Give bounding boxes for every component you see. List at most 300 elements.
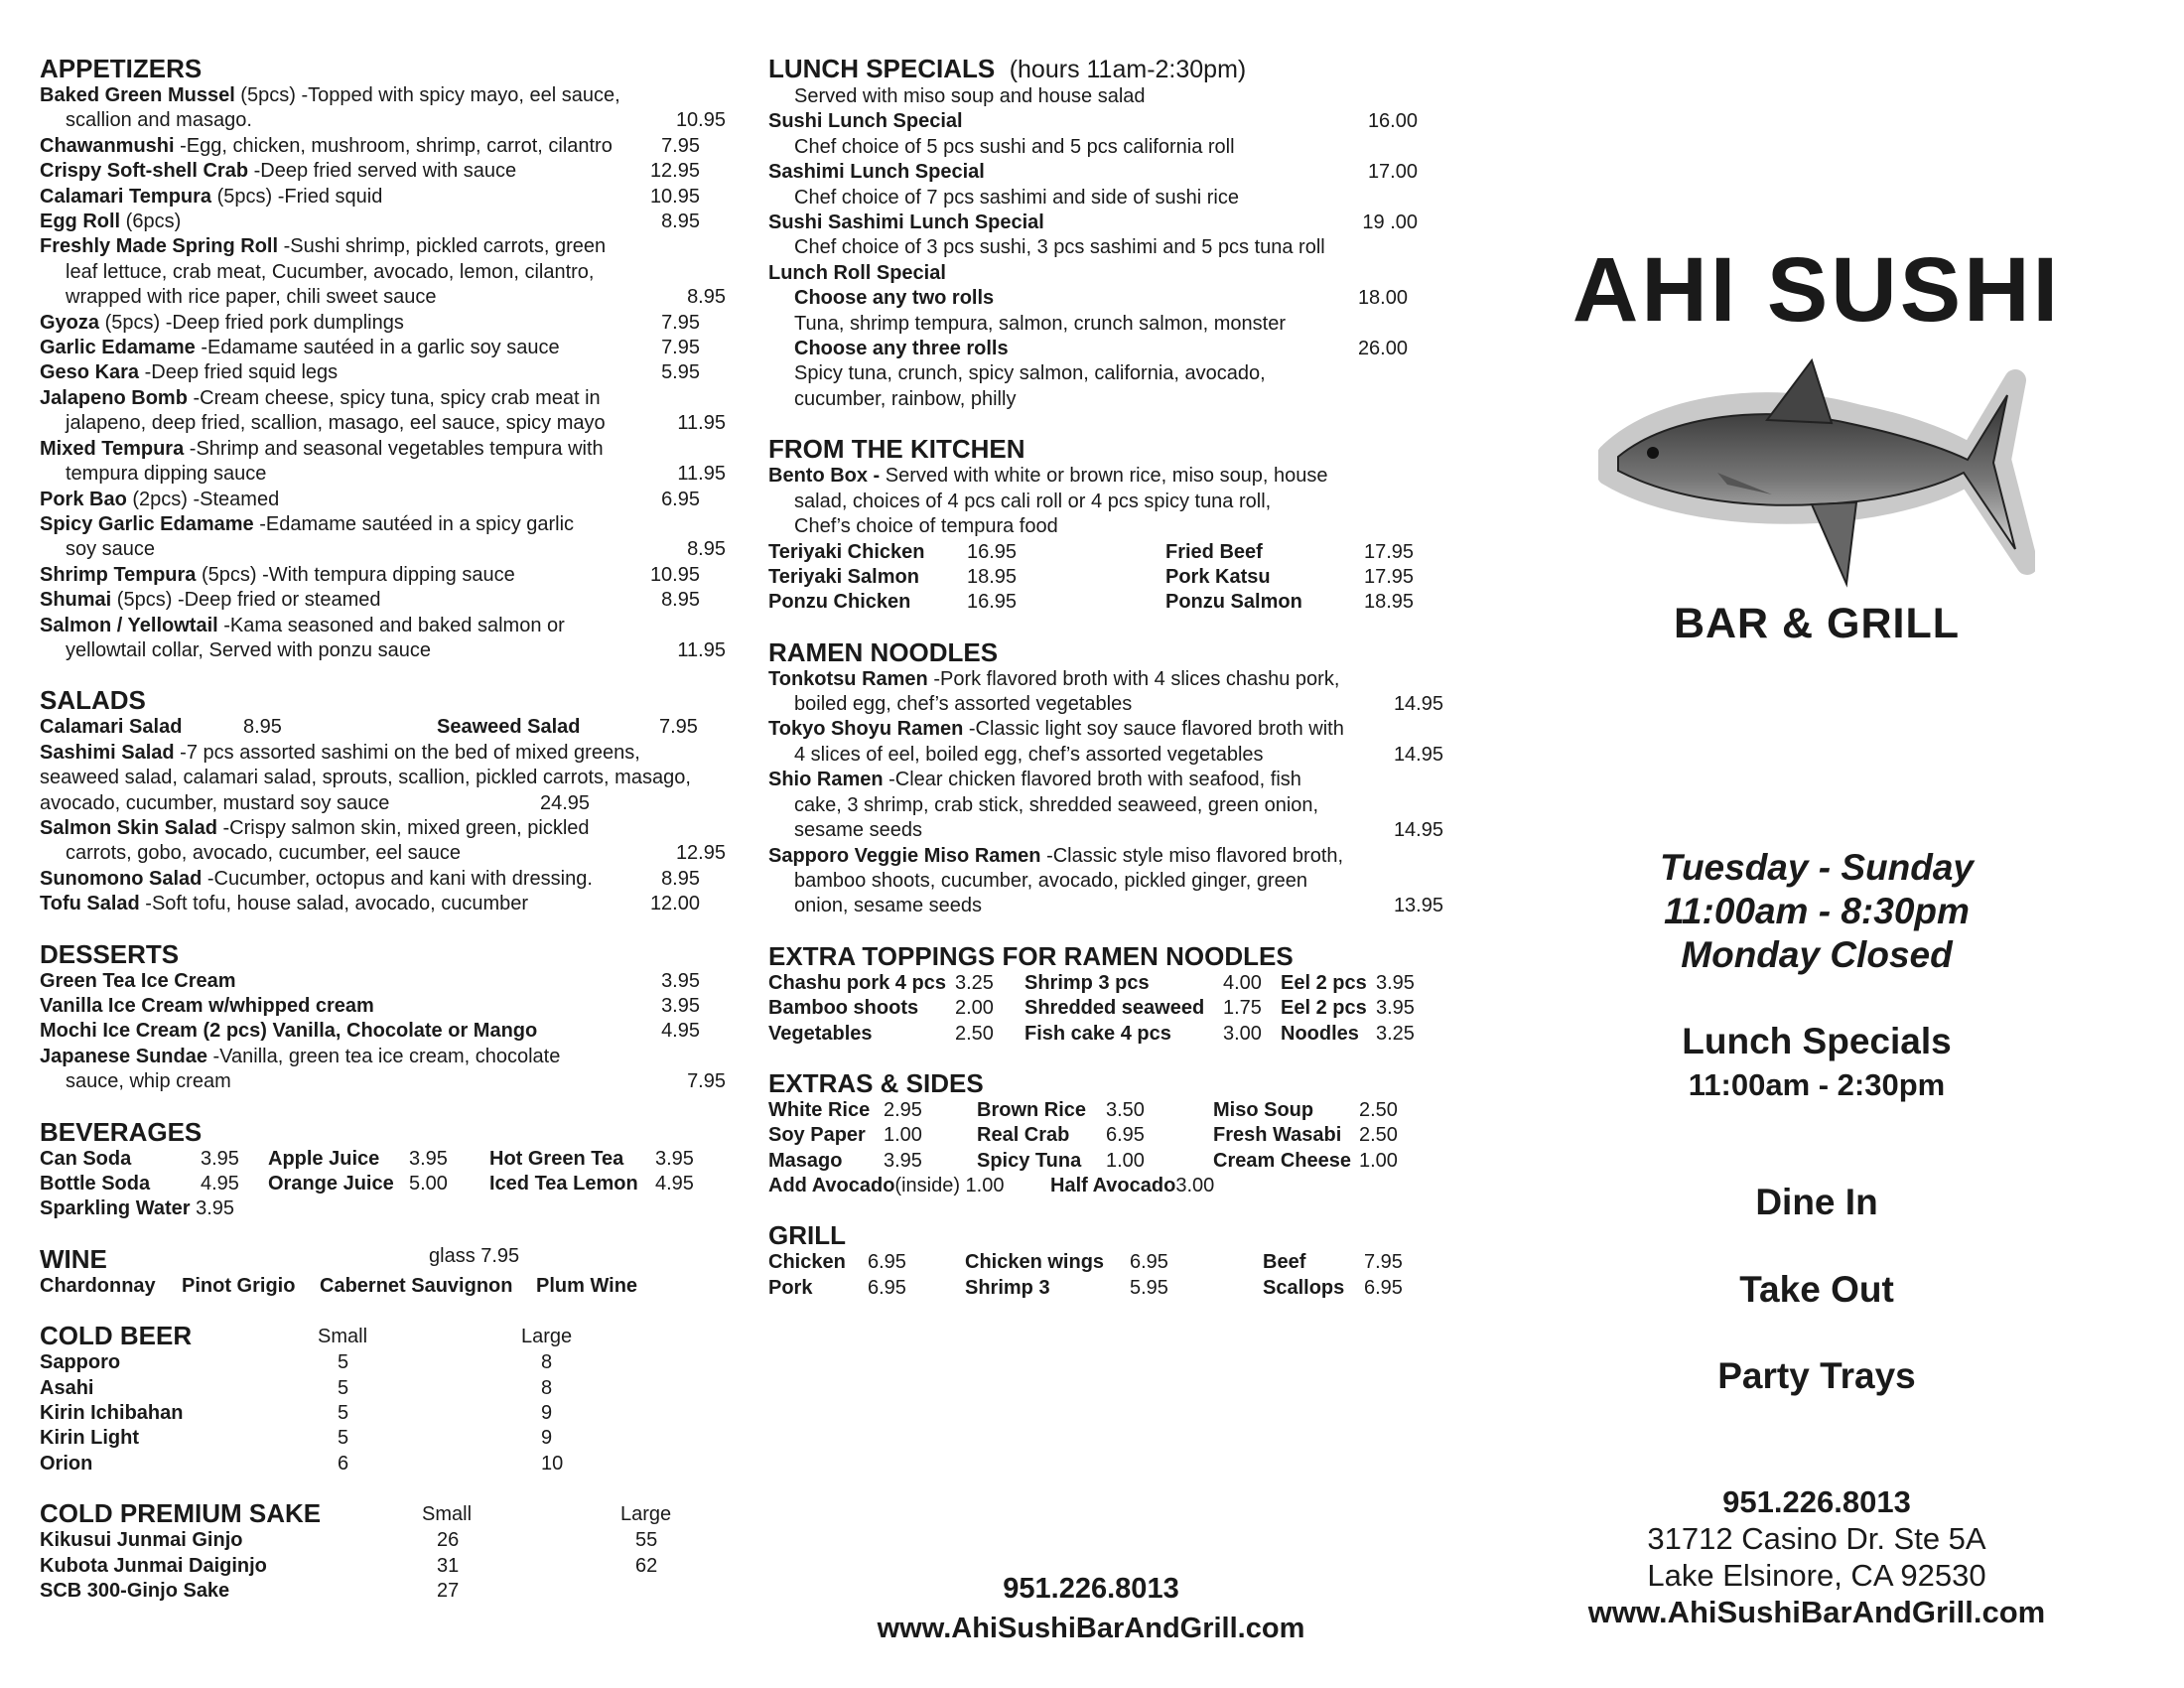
menu-item-name: Pork Bao: [40, 488, 127, 510]
menu-item-name: Tonkotsu Ramen: [768, 667, 928, 690]
menu-item-desc: onion, sesame seeds: [794, 895, 983, 917]
menu-item-desc: 4 slices of eel, boiled egg, chef’s assorted vegetables: [794, 743, 1264, 766]
bento-name: Bento Box -: [768, 465, 881, 488]
wine-header: [40, 1244, 725, 1274]
sashimi-salad-line3: [40, 791, 725, 816]
salads-list: [40, 816, 725, 917]
lunch-item-name: Sushi Lunch Special: [768, 110, 963, 133]
menu-item-name: Crispy Soft-shell Crab: [40, 160, 249, 183]
menu-item-portion: (2pcs): [126, 488, 194, 510]
sashimi-salad-desc: -7 pcs assorted sashimi on the bed of mixed greens,: [174, 741, 640, 764]
sashimi-salad-name: Sashimi Salad: [40, 741, 175, 764]
service-take-out: Take Out: [1739, 1269, 1894, 1310]
menu-item-price: 3.50: [1106, 1098, 1145, 1121]
calamari-salad-price: 8.95: [243, 716, 282, 739]
ramen-list: [768, 667, 1443, 919]
brand-website[interactable]: www.AhiSushiBarAndGrill.com: [1587, 1595, 2046, 1629]
menu-item-name: Apple Juice: [268, 1147, 380, 1170]
footer-website[interactable]: www.AhiSushiBarAndGrill.com: [877, 1613, 1305, 1644]
menu-item-desc: soy sauce: [66, 538, 156, 561]
menu-item-desc: -Egg, chicken, mushroom, shrimp, carrot, cilantro: [180, 134, 613, 157]
lunch-title: LUNCH SPECIALS: [768, 54, 996, 83]
menu-item-name: Brown Rice: [977, 1098, 1087, 1121]
appetizers-heading: APPETIZERS: [40, 54, 203, 83]
menu-grid-row: [768, 1123, 1433, 1148]
lunch-list: [768, 109, 1433, 260]
menu-item-name: Bottle Soda: [40, 1173, 151, 1195]
menu-item-line: [40, 588, 700, 613]
menu-item-desc: -Clear chicken flavored broth with seafood, fish: [883, 769, 1301, 791]
menu-grid-row: [40, 1147, 725, 1172]
menu-item-desc: -Crispy salmon skin, mixed green, pickled: [216, 816, 590, 839]
menu-item-desc: -Deep fried served with sauce: [253, 160, 517, 183]
menu-item-price: 1.00: [1359, 1149, 1398, 1172]
toppings-list: [768, 971, 1433, 1047]
menu-item-name: Scallops: [1263, 1276, 1345, 1299]
middle-menu-column: [768, 54, 1443, 1323]
kitchen-section: [768, 434, 1433, 615]
lunch-item-name: Sushi Sashimi Lunch Special: [768, 211, 1044, 234]
menu-item-line: [40, 512, 700, 537]
menu-item-price: 62: [635, 1554, 658, 1577]
beverages-section: [40, 1117, 725, 1222]
menu-item-name: Sunomono Salad: [40, 867, 203, 890]
menu-item-name: Orange Juice: [268, 1173, 394, 1195]
menu-item-line: [40, 185, 700, 210]
menu-item-name: Fried Beef: [1165, 540, 1263, 563]
menu-item-price: 5: [338, 1427, 349, 1450]
roll-three-line: [768, 337, 1408, 361]
menu-item-price: 3.95: [201, 1147, 239, 1170]
calamari-salad-name: Calamari Salad: [40, 716, 183, 739]
menu-item-portion: (5pcs): [99, 311, 166, 334]
menu-item-line: [40, 488, 700, 512]
lunch-item-desc: Chef choice of 7 pcs sashimi and side of sushi rice: [794, 186, 1239, 209]
menu-item-name: Shumai: [40, 589, 112, 612]
menu-item-portion: (5pcs): [234, 84, 302, 106]
menu-item-price: 14.95: [1393, 819, 1443, 842]
menu-grid-row: [40, 1579, 725, 1604]
menu-item-price: 3.95: [409, 1147, 448, 1170]
menu-item-name: Pork: [768, 1276, 813, 1299]
menu-item-name: Kubota Junmai Daiginjo: [40, 1554, 267, 1577]
menu-item-desc: yellowtail collar, Served with ponzu sauce: [66, 638, 431, 661]
menu-item-name: Chawanmushi: [40, 134, 175, 157]
sparkling-water-line: [40, 1196, 725, 1221]
extras-heading: EXTRAS & SIDES: [768, 1067, 984, 1098]
menu-item-price: 4.95: [661, 1020, 700, 1043]
seaweed-salad-price: 7.95: [659, 716, 698, 739]
lunch-item-desc: Chef choice of 3 pcs sushi, 3 pcs sashimi and 5 pcs tuna roll: [794, 236, 1325, 259]
menu-item-price: 2.00: [955, 997, 994, 1020]
restaurant-name: AHI SUSHI: [1571, 239, 2062, 341]
menu-item-desc: -With tempura dipping sauce: [262, 563, 515, 586]
menu-item-name: Vegetables: [768, 1022, 873, 1045]
menu-item-line: [40, 816, 700, 841]
lunch-item-line: [768, 160, 1418, 185]
menu-item-price: 9: [541, 1427, 553, 1450]
appetizers-list: [40, 83, 725, 663]
footer-phone: 951.226.8013: [1003, 1573, 1179, 1605]
lunch-heading: [768, 54, 1433, 84]
menu-item-name: Beef: [1263, 1251, 1306, 1274]
menu-item-line: [40, 411, 726, 436]
menu-item-line: [40, 892, 700, 916]
wine-type: Cabernet Sauvignon: [320, 1274, 513, 1297]
menu-item-name: Real Crab: [977, 1124, 1070, 1147]
menu-item-desc: -Classic style miso flavored broth,: [1040, 844, 1344, 867]
menu-grid-row: [40, 1554, 725, 1579]
beverages-list: [40, 1147, 725, 1197]
menu-item-desc: -Shrimp and seasonal vegetables tempura with: [189, 437, 604, 460]
menu-item-name: Shrimp 3 pcs: [1024, 971, 1150, 994]
menu-item-line: [768, 793, 1443, 818]
menu-item-line: [40, 867, 700, 892]
menu-item-price: 12.00: [649, 893, 700, 915]
menu-item-line: [40, 437, 700, 462]
menu-grid-row: [40, 1172, 725, 1196]
sake-small-label: Small: [422, 1503, 473, 1526]
sparkling-water-price: 3.95: [196, 1197, 235, 1220]
sashimi-salad-line2: [40, 766, 725, 790]
menu-item-desc: -Deep fried or steamed: [177, 589, 381, 612]
menu-item-name: Mochi Ice Cream (2 pcs) Vanilla, Chocolate or Mango: [40, 1020, 538, 1043]
menu-item-name: Egg Roll: [40, 211, 121, 233]
menu-item-desc: -Cream cheese, spicy tuna, spicy crab meat in: [193, 386, 601, 409]
menu-item-desc: -Classic light soy sauce flavored broth with: [963, 718, 1344, 741]
menu-item-desc: sauce, whip cream: [66, 1070, 231, 1093]
menu-item-name: Fish cake 4 pcs: [1024, 1022, 1171, 1045]
lunch-item-name: Sashimi Lunch Special: [768, 161, 985, 184]
menu-item-price: 3.25: [1376, 1022, 1415, 1045]
menu-item-name: Gyoza: [40, 311, 100, 334]
menu-item-price: 4.95: [201, 1173, 239, 1195]
menu-item-name: Calamari Tempura: [40, 185, 212, 208]
menu-item-desc: -Topped with spicy mayo, eel sauce,: [301, 84, 620, 106]
menu-item-name: Pork Katsu: [1165, 565, 1271, 588]
lunch-item-price: 17.00: [1367, 161, 1418, 184]
menu-item-price: 5.95: [1130, 1276, 1168, 1299]
left-menu-column: [40, 54, 725, 1625]
roll-two-price: 18.00: [1357, 287, 1408, 310]
bento-desc2: salad, choices of 4 pcs cali roll or 4 pcs spicy tuna roll,: [794, 490, 1272, 512]
ramen-heading: RAMEN NOODLES: [768, 636, 999, 667]
menu-item-price: 8: [541, 1376, 553, 1399]
menu-item-line: [768, 667, 1418, 692]
menu-item-price: 5.00: [409, 1173, 448, 1195]
tuna-fish-logo: [1598, 346, 2035, 594]
menu-item-name: Teriyaki Chicken: [768, 540, 925, 563]
menu-item-price: 6.95: [1130, 1251, 1168, 1274]
sake-header: [40, 1498, 725, 1528]
menu-item-desc: -Pork flavored broth with 4 slices chashu pork,: [927, 667, 1340, 690]
menu-item-line: [40, 614, 700, 638]
menu-item-line: [40, 386, 700, 411]
lunch-hours: (hours 11am-2:30pm): [1009, 56, 1247, 83]
desserts-list: [40, 969, 725, 1095]
menu-item-price: 2.50: [1359, 1098, 1398, 1121]
menu-item-price: 6: [338, 1452, 349, 1475]
menu-item-name: Miso Soup: [1213, 1098, 1314, 1121]
opening-hours: [1449, 846, 2184, 977]
wine-types: [40, 1274, 725, 1299]
extras-section: [768, 1068, 1433, 1199]
menu-item-price: 17.95: [1364, 565, 1415, 588]
menu-item-price: 12.95: [649, 160, 700, 183]
menu-item-price: 6.95: [868, 1276, 906, 1299]
roll-three-desc2: cucumber, rainbow, philly: [794, 387, 1017, 410]
menu-item-name: Tokyo Shoyu Ramen: [768, 718, 964, 741]
menu-item-name: Eel 2 pcs: [1281, 971, 1367, 994]
menu-item-price: 2.50: [1359, 1124, 1398, 1147]
menu-item-price: 6.95: [868, 1251, 906, 1274]
menu-item-price: 5: [338, 1401, 349, 1424]
menu-item-name: Vanilla Ice Cream w/whipped cream: [40, 994, 374, 1017]
menu-item-name: Jalapeno Bomb: [40, 386, 188, 409]
menu-item-name: Iced Tea Lemon: [489, 1173, 638, 1195]
menu-item-line: [40, 234, 700, 259]
menu-item-line: [40, 311, 700, 336]
add-avocado-note: (inside) 1.00: [894, 1175, 1005, 1197]
half-avocado-name: Half Avocado: [1050, 1175, 1176, 1197]
menu-item-price: 7.95: [1364, 1251, 1403, 1274]
menu-item-name: Kikusui Junmai Ginjo: [40, 1529, 243, 1552]
menu-item-line: [40, 360, 700, 385]
menu-item-desc: -Edamame sautéed in a garlic soy sauce: [201, 337, 560, 359]
menu-item-desc: scallion and masago.: [66, 109, 252, 132]
menu-item-desc: bamboo shoots, cucumber, avocado, pickled ginger, green: [794, 869, 1307, 892]
menu-item-price: 3.95: [661, 969, 700, 992]
menu-item-price: 6.95: [1106, 1124, 1145, 1147]
menu-item-price: 7.95: [661, 337, 700, 359]
menu-item-name: Mixed Tempura: [40, 437, 185, 460]
menu-grid-row: [768, 1276, 1433, 1301]
menu-item-name: SCB 300-Ginjo Sake: [40, 1579, 230, 1602]
menu-grid-row: [768, 540, 1433, 565]
beer-small-label: Small: [318, 1326, 368, 1348]
menu-item-price: 7.95: [661, 134, 700, 157]
service-dine-in: Dine In: [1755, 1182, 1878, 1222]
menu-item-line: [40, 210, 700, 234]
ramen-section: [768, 636, 1443, 919]
menu-item-price: 4.95: [655, 1173, 694, 1195]
menu-grid-row: [768, 1149, 1433, 1174]
menu-item-name: Shio Ramen: [768, 769, 884, 791]
menu-item-name: Asahi: [40, 1376, 94, 1399]
menu-item-name: Japanese Sundae: [40, 1045, 207, 1067]
menu-item-name: White Rice: [768, 1098, 871, 1121]
menu-item-line: [40, 537, 726, 562]
menu-item-price: 11.95: [677, 412, 726, 435]
menu-item-name: Cream Cheese: [1213, 1149, 1351, 1172]
toppings-heading: EXTRA TOPPINGS FOR RAMEN NOODLES: [768, 940, 1294, 971]
menu-item-desc: -Kama seasoned and baked salmon or: [223, 614, 565, 636]
lunch-note: Served with miso soup and house salad: [794, 85, 1146, 107]
menu-item-price: 8.95: [661, 589, 700, 612]
menu-item-price: 3.25: [955, 971, 994, 994]
menu-item-line: [40, 285, 726, 310]
sashimi-salad-desc3: avocado, cucumber, mustard soy sauce: [40, 791, 390, 814]
menu-item-name: Masago: [768, 1149, 843, 1172]
menu-item-name: Kirin Light: [40, 1427, 139, 1450]
wine-type: Plum Wine: [536, 1274, 638, 1297]
menu-grid-row: [768, 996, 1433, 1021]
menu-item-line: [40, 841, 726, 866]
menu-grid-row: [40, 1350, 725, 1375]
menu-grid-row: [40, 1426, 725, 1451]
roll-two-line: [768, 286, 1408, 311]
menu-item-name: Green Tea Ice Cream: [40, 969, 236, 992]
sake-large-label: Large: [620, 1503, 672, 1526]
toppings-section: [768, 941, 1433, 1047]
menu-item-line: [40, 638, 726, 663]
lunch-item-line: [768, 109, 1418, 134]
menu-item-name: Baked Green Mussel: [40, 84, 235, 106]
open-time: 11:00am - 8:30pm: [1664, 891, 1970, 931]
menu-item-price: 7.95: [687, 1070, 726, 1093]
menu-item-line: [768, 717, 1418, 742]
sashimi-salad-line: [40, 741, 725, 766]
menu-grid-row: [40, 1376, 725, 1401]
menu-item-price: 5.95: [661, 361, 700, 384]
menu-item-line: [40, 462, 726, 487]
menu-item-name: Shredded seaweed: [1024, 997, 1205, 1020]
half-avocado-price: 3.00: [1175, 1175, 1215, 1197]
menu-item-line: [768, 768, 1418, 792]
lunch-item-price: 19 .00: [1362, 211, 1418, 234]
beer-list: [40, 1350, 725, 1477]
menu-item-line: [40, 1019, 700, 1044]
menu-item-price: 8.95: [661, 211, 700, 233]
menu-item-line: [40, 108, 726, 133]
menu-item-line: [768, 869, 1443, 894]
menu-item-price: 16.95: [967, 540, 1018, 563]
menu-item-name: Geso Kara: [40, 361, 140, 384]
menu-item-name: Fresh Wasabi: [1213, 1124, 1342, 1147]
menu-item-name: Sapporo: [40, 1351, 121, 1374]
contact-block: [1449, 1483, 2184, 1630]
menu-item-line: [40, 260, 726, 285]
bento-desc3: Chef’s choice of tempura food: [794, 515, 1058, 538]
menu-item-desc: -Deep fried squid legs: [144, 361, 339, 384]
middle-footer: [768, 1569, 1414, 1648]
beverages-heading: BEVERAGES: [40, 1116, 203, 1147]
menu-item-desc: sesame seeds: [794, 819, 922, 842]
kitchen-list: [768, 540, 1433, 616]
appetizers-section: [40, 54, 725, 663]
menu-item-desc: wrapped with rice paper, chili sweet sauce: [66, 286, 437, 309]
menu-item-price: 8.95: [687, 538, 726, 561]
menu-item-price: 14.95: [1393, 693, 1443, 716]
brand-address-line2: Lake Elsinore, CA 92530: [1647, 1558, 1986, 1593]
bento-line: [768, 464, 1433, 489]
menu-item-name: Shrimp 3: [965, 1276, 1050, 1299]
menu-grid-row: [768, 971, 1433, 996]
menu-item-price: 10: [541, 1452, 564, 1475]
service-party-trays: Party Trays: [1717, 1355, 1916, 1396]
menu-item-name: Salmon / Yellowtail: [40, 614, 218, 636]
menu-item-name: Noodles: [1281, 1022, 1359, 1045]
menu-item-price: 7.95: [661, 311, 700, 334]
menu-item-price: 12.95: [675, 842, 726, 865]
sashimi-salad-price: 24.95: [540, 791, 591, 814]
sake-heading: COLD PREMIUM SAKE: [40, 1498, 322, 1529]
restaurant-subtitle: BAR & GRILL: [1673, 600, 1961, 647]
grill-heading: GRILL: [768, 1220, 846, 1251]
menu-item-price: 8.95: [661, 867, 700, 890]
lunch-item-line: [768, 211, 1418, 235]
menu-item-price: 16.95: [967, 591, 1018, 614]
sparkling-water-name: Sparkling Water: [40, 1197, 191, 1220]
menu-item-portion: (5pcs): [111, 589, 178, 612]
menu-item-desc: carrots, gobo, avocado, cucumber, eel sauce: [66, 842, 462, 865]
menu-item-portion: (5pcs): [211, 185, 278, 208]
seaweed-salad-name: Seaweed Salad: [437, 716, 581, 739]
beer-large-label: Large: [521, 1326, 573, 1348]
menu-grid-row: [768, 565, 1433, 590]
add-avocado-name: Add Avocado: [768, 1175, 895, 1197]
menu-item-line: [40, 134, 700, 159]
menu-item-portion: (5pcs): [196, 563, 263, 586]
menu-item-name: Spicy Tuna: [977, 1149, 1082, 1172]
menu-item-desc: -Edamame sautéed in a spicy garlic: [259, 512, 575, 535]
brand-address-line1: 31712 Casino Dr. Ste 5A: [1647, 1521, 1986, 1556]
menu-grid-row: [768, 1022, 1433, 1047]
menu-item-price: 31: [437, 1554, 460, 1577]
wine-glass-price: glass 7.95: [429, 1244, 520, 1267]
menu-item-price: 6.95: [661, 488, 700, 510]
menu-item-desc: jalapeno, deep fried, scallion, masago, eel sauce, spicy mayo: [66, 412, 606, 435]
menu-item-line: [40, 563, 700, 588]
salads-section: [40, 685, 725, 916]
grill-list: [768, 1250, 1433, 1301]
roll-three-price: 26.00: [1357, 338, 1408, 360]
lunch-section: [768, 54, 1433, 412]
menu-item-line: [40, 83, 700, 108]
menu-item-desc: -Fried squid: [277, 185, 383, 208]
menu-item-price: 1.00: [1106, 1149, 1145, 1172]
cold-beer-section: [40, 1321, 725, 1477]
sake-section: [40, 1498, 725, 1604]
roll-three-desc: Spicy tuna, crunch, spicy salmon, california, avocado,: [794, 362, 1266, 385]
menu-grid-row: [40, 1401, 725, 1426]
menu-item-desc: tempura dipping sauce: [66, 463, 267, 486]
menu-item-price: 8: [541, 1351, 553, 1374]
menu-item-price: 26: [437, 1529, 460, 1552]
menu-item-desc: boiled egg, chef’s assorted vegetables: [794, 693, 1133, 716]
brand-phone: 951.226.8013: [1722, 1484, 1911, 1519]
menu-item-line: [40, 336, 700, 360]
lunch-item-price: 16.00: [1367, 110, 1418, 133]
open-days: Tuesday - Sunday: [1660, 847, 1974, 888]
menu-grid-row: [40, 1452, 725, 1477]
menu-item-price: 2.50: [955, 1022, 994, 1045]
menu-item-price: 9: [541, 1401, 553, 1424]
menu-item-desc: -Deep fried pork dumplings: [165, 311, 404, 334]
menu-item-line: [40, 159, 700, 184]
menu-item-desc: -Soft tofu, house salad, avocado, cucumber: [139, 893, 529, 915]
menu-item-price: 18.95: [967, 565, 1018, 588]
menu-item-name: Teriyaki Salmon: [768, 565, 919, 588]
menu-item-name: Freshly Made Spring Roll: [40, 235, 279, 258]
menu-item-price: 2.95: [884, 1098, 922, 1121]
menu-item-name: Ponzu Salmon: [1165, 591, 1302, 614]
menu-item-line: [768, 692, 1443, 717]
menu-grid-row: [768, 1250, 1433, 1275]
menu-item-line: [40, 994, 700, 1019]
wine-section: [40, 1244, 725, 1299]
menu-item-name: Garlic Edamame: [40, 337, 196, 359]
